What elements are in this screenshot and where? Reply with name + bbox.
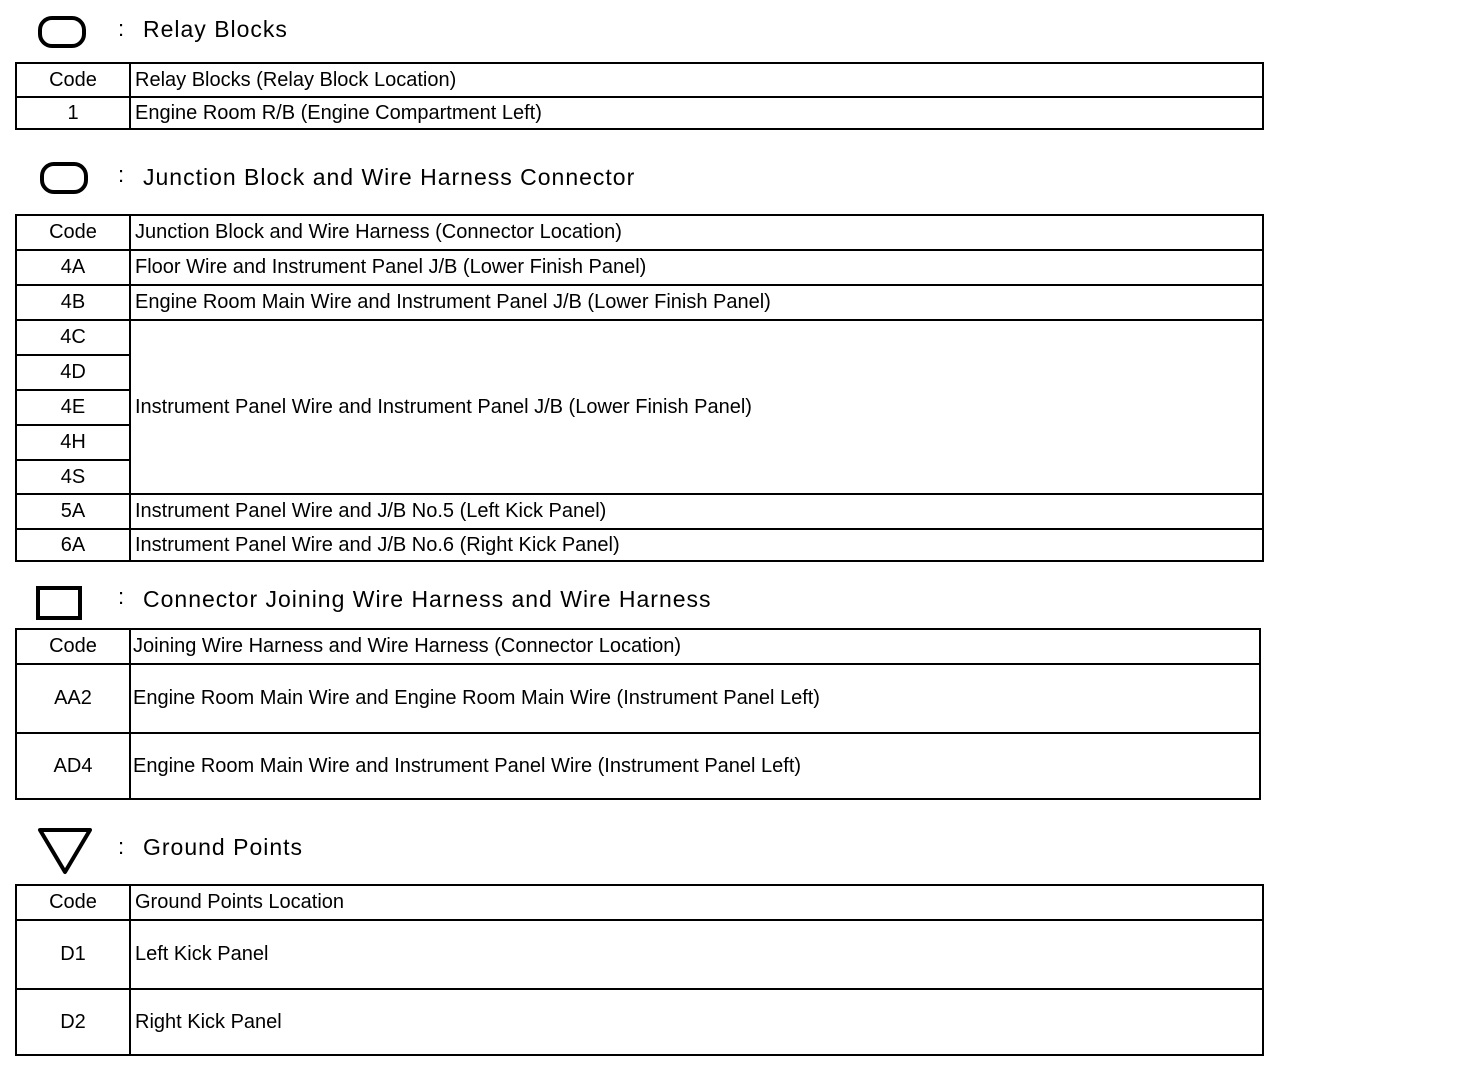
- table-header-row: [16, 215, 1263, 250]
- relay-blocks-header: [0, 8, 900, 58]
- junction-block-symbol-icon: [40, 162, 90, 196]
- table-header-row: [16, 885, 1263, 920]
- colon: :: [118, 16, 125, 41]
- description-cell: Engine Room R/B (Engine Compartment Left): [130, 97, 1263, 129]
- code-header: Code: [16, 885, 130, 920]
- description-header: Ground Points Location: [130, 885, 1263, 920]
- colon: :: [118, 162, 125, 187]
- code-cell: 4H: [16, 425, 130, 460]
- section-title: Ground Points: [143, 834, 304, 860]
- description-cell: Left Kick Panel: [130, 920, 1263, 989]
- code-cell: 4S: [16, 460, 130, 494]
- description-cell: Instrument Panel Wire and J/B No.5 (Left Kick Panel): [130, 494, 1263, 529]
- description-cell: Engine Room Main Wire and Instrument Panel J/B (Lower Finish Panel): [130, 285, 1263, 320]
- relay-blocks-table: [15, 62, 1264, 130]
- table-row: [16, 250, 1263, 285]
- code-cell: AD4: [16, 733, 130, 799]
- junction-block-header: [0, 156, 900, 206]
- table-row: [16, 733, 1260, 799]
- code-header: Code: [16, 63, 130, 97]
- code-cell: 4E: [16, 390, 130, 425]
- code-cell: 4C: [16, 320, 130, 355]
- description-header: Junction Block and Wire Harness (Connector Location): [130, 215, 1263, 250]
- description-header: Joining Wire Harness and Wire Harness (Connector Location): [130, 629, 1260, 664]
- table-row: [16, 285, 1263, 320]
- ground-points-header: [0, 826, 900, 876]
- description-header: Relay Blocks (Relay Block Location): [130, 63, 1263, 97]
- code-cell: 1: [16, 97, 130, 129]
- code-cell: 4B: [16, 285, 130, 320]
- connector-symbol-icon: [36, 586, 84, 622]
- description-cell: Floor Wire and Instrument Panel J/B (Lower Finish Panel): [130, 250, 1263, 285]
- relay-block-symbol-icon: [38, 16, 88, 50]
- code-cell: 4D: [16, 355, 130, 390]
- colon: :: [118, 584, 125, 609]
- code-header: Code: [16, 215, 130, 250]
- table-header-row: [16, 63, 1263, 97]
- code-cell: D1: [16, 920, 130, 989]
- description-cell: Engine Room Main Wire and Engine Room Main Wire (Instrument Panel Left): [130, 664, 1260, 733]
- code-cell: 5A: [16, 494, 130, 529]
- table-row: [16, 494, 1263, 529]
- colon: :: [118, 834, 125, 859]
- connector-table: [15, 628, 1261, 800]
- description-cell: Right Kick Panel: [130, 989, 1263, 1055]
- description-cell: Engine Room Main Wire and Instrument Panel Wire (Instrument Panel Left): [130, 733, 1260, 799]
- section-title: Junction Block and Wire Harness Connector: [143, 164, 636, 190]
- code-cell: AA2: [16, 664, 130, 733]
- junction-block-table: [15, 214, 1264, 562]
- table-row: [16, 664, 1260, 733]
- code-header: Code: [16, 629, 130, 664]
- section-title: Relay Blocks: [143, 16, 288, 42]
- code-cell: 4A: [16, 250, 130, 285]
- code-cell: D2: [16, 989, 130, 1055]
- description-cell: Instrument Panel Wire and J/B No.6 (Right Kick Panel): [130, 529, 1263, 561]
- section-title: Connector Joining Wire Harness and Wire Harness: [143, 586, 712, 612]
- ground-point-symbol-icon: [36, 826, 96, 878]
- table-row: [16, 320, 1263, 355]
- connector-header: [0, 578, 900, 628]
- description-cell-merged: Instrument Panel Wire and Instrument Panel J/B (Lower Finish Panel): [130, 320, 1263, 494]
- table-row: [16, 529, 1263, 561]
- table-row: [16, 989, 1263, 1055]
- table-row: [16, 97, 1263, 129]
- table-header-row: [16, 629, 1260, 664]
- table-row: [16, 920, 1263, 989]
- code-cell: 6A: [16, 529, 130, 561]
- ground-points-table: [15, 884, 1264, 1056]
